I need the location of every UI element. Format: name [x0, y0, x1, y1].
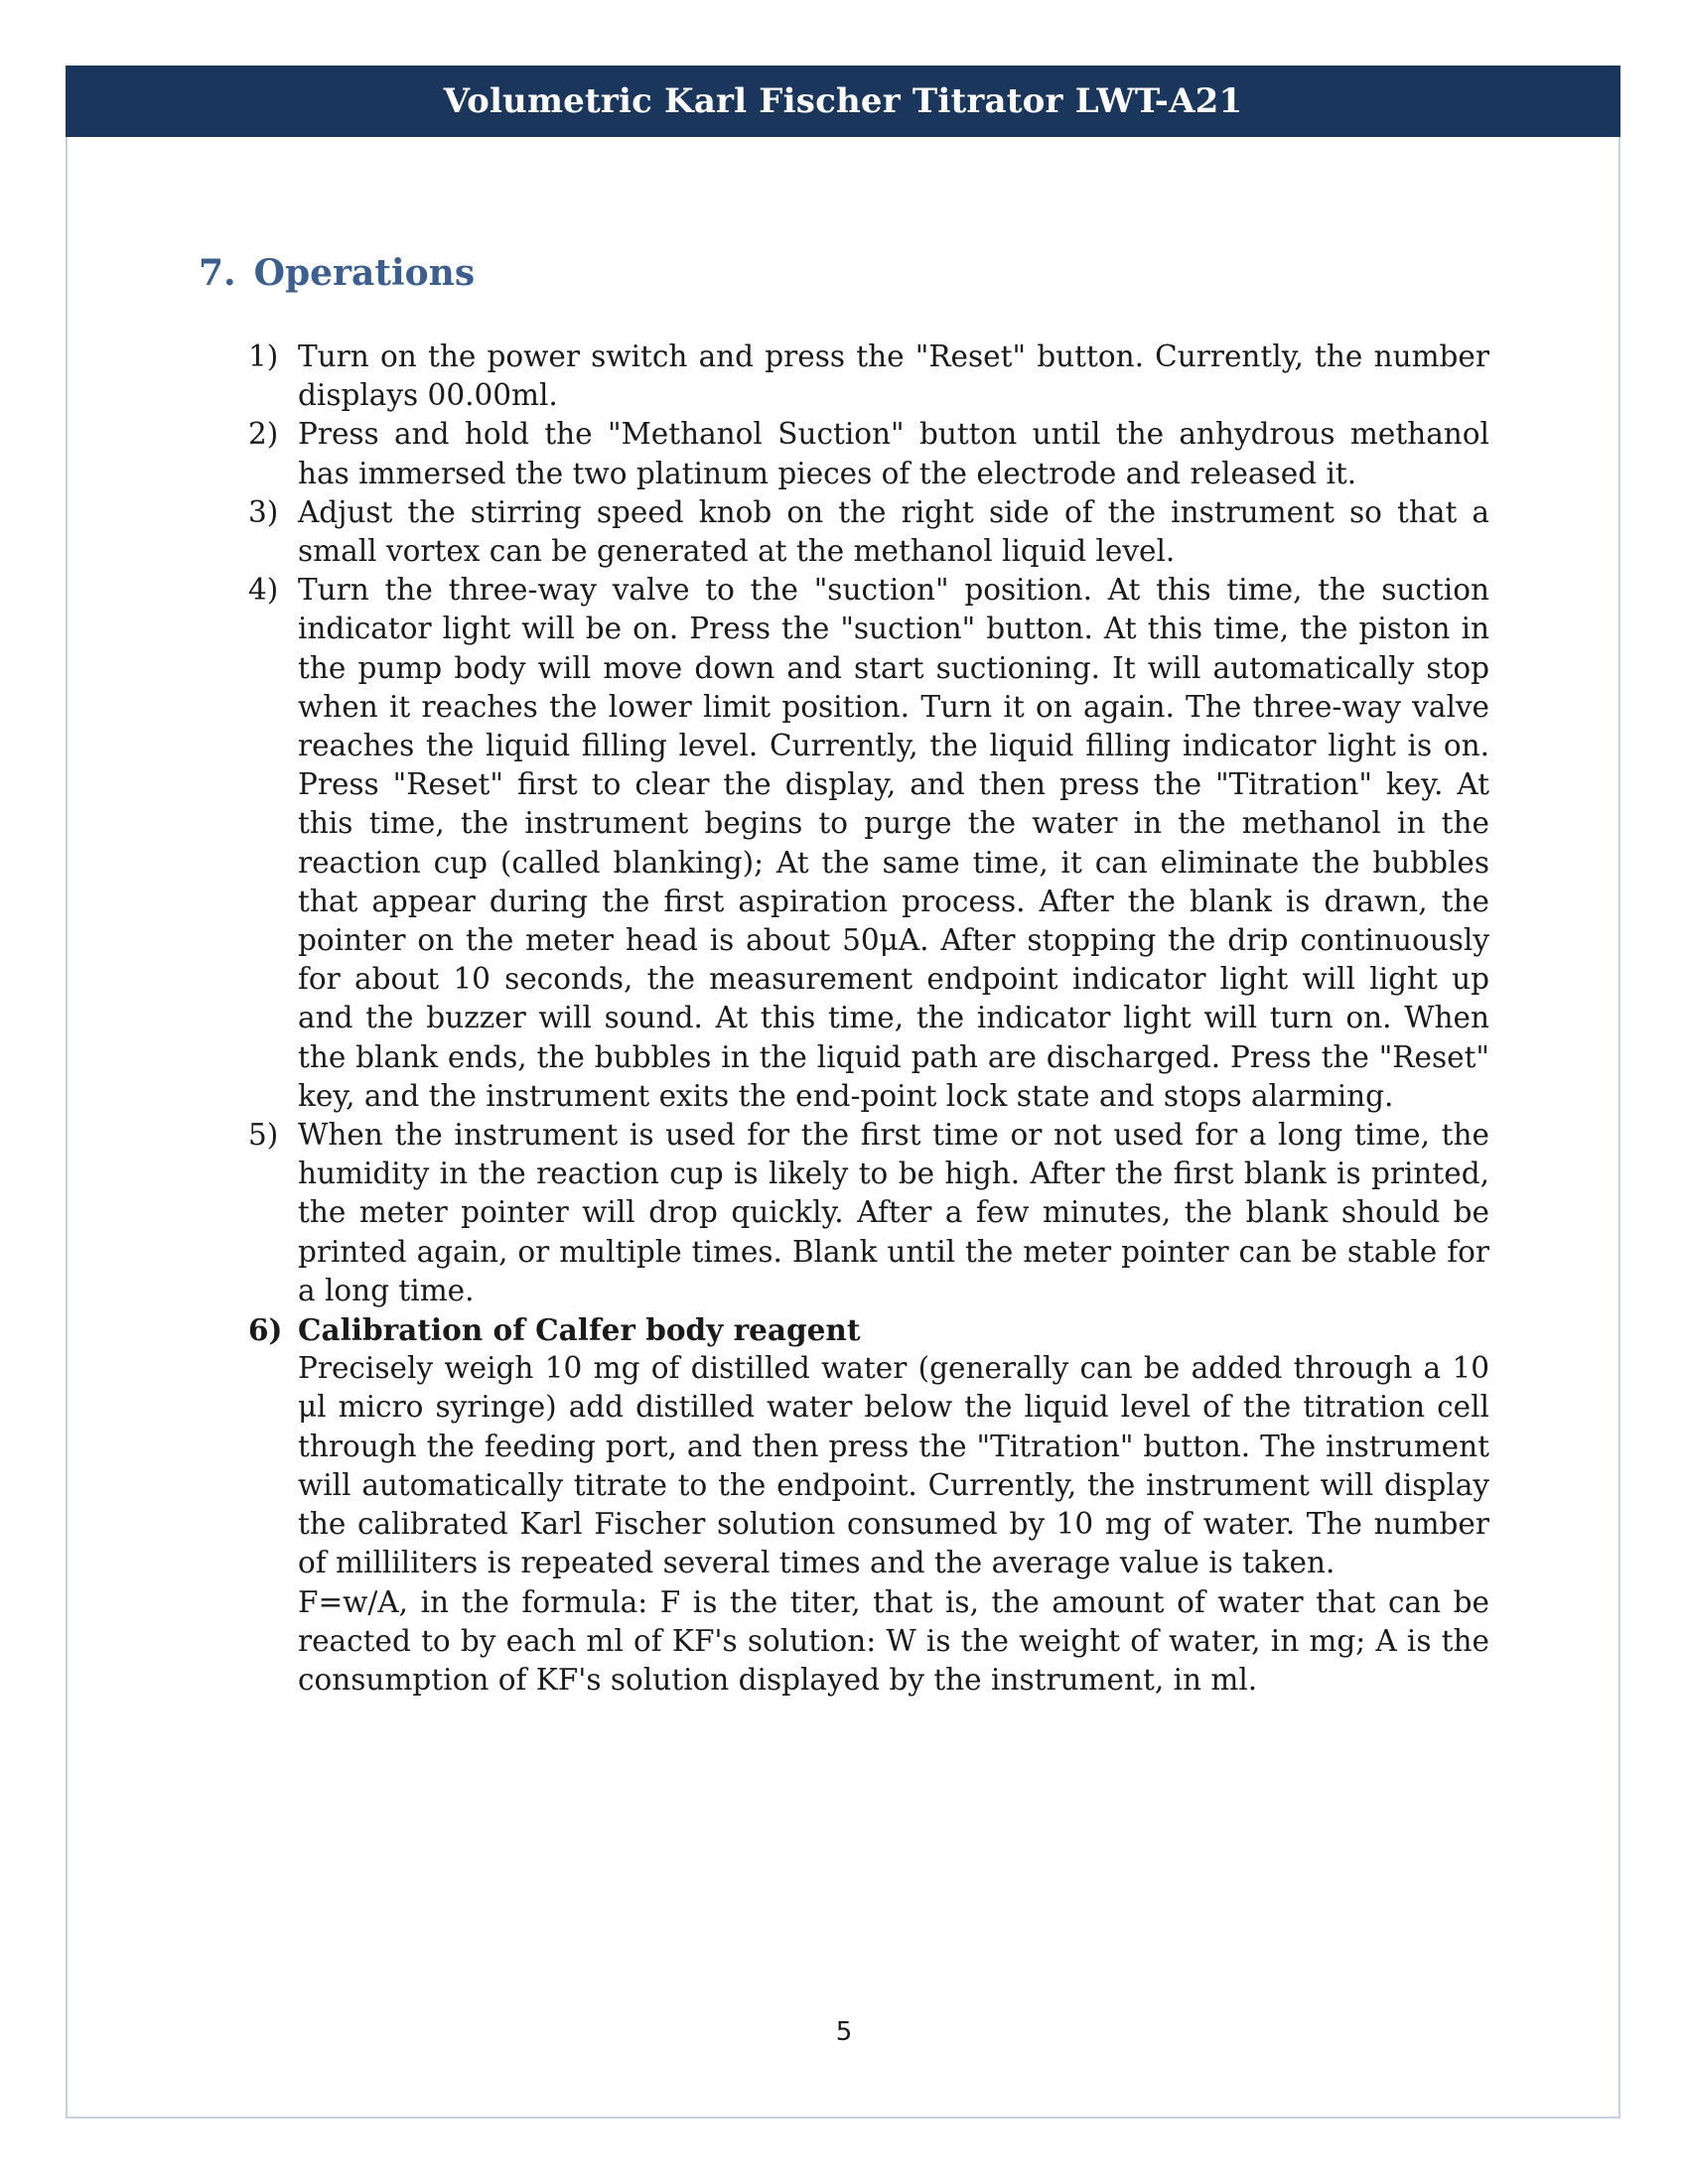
item-number: 4) — [248, 573, 279, 608]
header-bar — [66, 66, 1620, 137]
item-number: 1) — [248, 340, 279, 373]
list-item-1 — [248, 338, 1489, 415]
item-text: Press and hold the "Methanol Suction" button until the anhydrous methanol has immersed the two platinum pieces of the electrode and released it. — [298, 417, 1489, 490]
list-item-3 — [248, 493, 1489, 571]
item-text: Turn on the power switch and press the "Reset" button. Currently, the number displays 00.00ml. — [298, 340, 1489, 413]
item-text: Turn the three-way valve to the "suction" position. At this time, the suction indicator light will be on. Press the "suction" button. At this time, the piston in the pump body will move down and start suctioning. It will automatically stop when it reaches the lower limit position. Turn it on again. The three-way valve reaches the liquid filling level. Currently, the liquid filling indicator light is on. Press "Reset" first to clear the display, and then press the "Titration" key. At this time, the instrument begins to purge the water in the methanol in the reaction cup (called blanking); At the same time, it can eliminate the bubbles that appear during the first aspiration process. After the blank is drawn, the pointer on the meter head is about 50μA. After stopping the drip continuously for about 10 seconds, the measurement endpoint indicator light will light up and the buzzer will sound. At this time, the indicator light will turn on. When the blank ends, the bubbles in the liquid path are discharged. Press the "Reset" key, and the instrument exits the end-point lock state and stops alarming. — [298, 573, 1489, 1113]
list-item-6 — [248, 1310, 1489, 1700]
list-item-2 — [248, 415, 1489, 492]
item-number: 2) — [248, 417, 279, 452]
item-text: Adjust the stirring speed knob on the right side of the instrument so that a small vortex can be generated at the methanol liquid level. — [298, 494, 1489, 569]
list-item-5 — [248, 1116, 1489, 1310]
section-number: 7. — [199, 252, 236, 294]
section-title: Operations — [253, 252, 476, 294]
document-title: Volumetric Karl Fischer Titrator LWT-A21 — [443, 81, 1243, 121]
operations-list — [248, 338, 1489, 1700]
item-number: 3) — [248, 494, 279, 529]
section-heading — [199, 252, 475, 294]
item-text: When the instrument is used for the first time or not used for a long time, the humidity in the reaction cup is likely to be high. After the first blank is printed, the meter pointer will drop quickly. After a few minutes, the blank should be printed again, or multiple times. Blank until the meter pointer can be stable for a long time. — [298, 1118, 1489, 1307]
list-item-4 — [248, 571, 1489, 1116]
item-paragraph: F=w/A, in the formula: F is the titer, that is, the amount of water that can be reacted to by each ml of KF's solution: W is the weight of water, in mg; A is the consumption of KF's solution displayed by the instrument, in ml. — [298, 1584, 1489, 1697]
item-paragraph: Precisely weigh 10 mg of distilled water (generally can be added through a 10 μl micro syringe) add distilled water below the liquid level of the titration cell through the feeding port, and then press the "Titration" button. The instrument will automatically titrate to the endpoint. Currently, the instrument will display the calibrated Karl Fischer solution consumed by 10 mg of water. The number of milliliters is repeated several times and the average value is taken. — [298, 1351, 1489, 1580]
item-number: 6) — [248, 1312, 283, 1348]
item-number: 5) — [248, 1118, 279, 1153]
page-number: 5 — [835, 2017, 853, 2047]
item-heading: Calibration of Calfer body reagent — [298, 1312, 861, 1348]
